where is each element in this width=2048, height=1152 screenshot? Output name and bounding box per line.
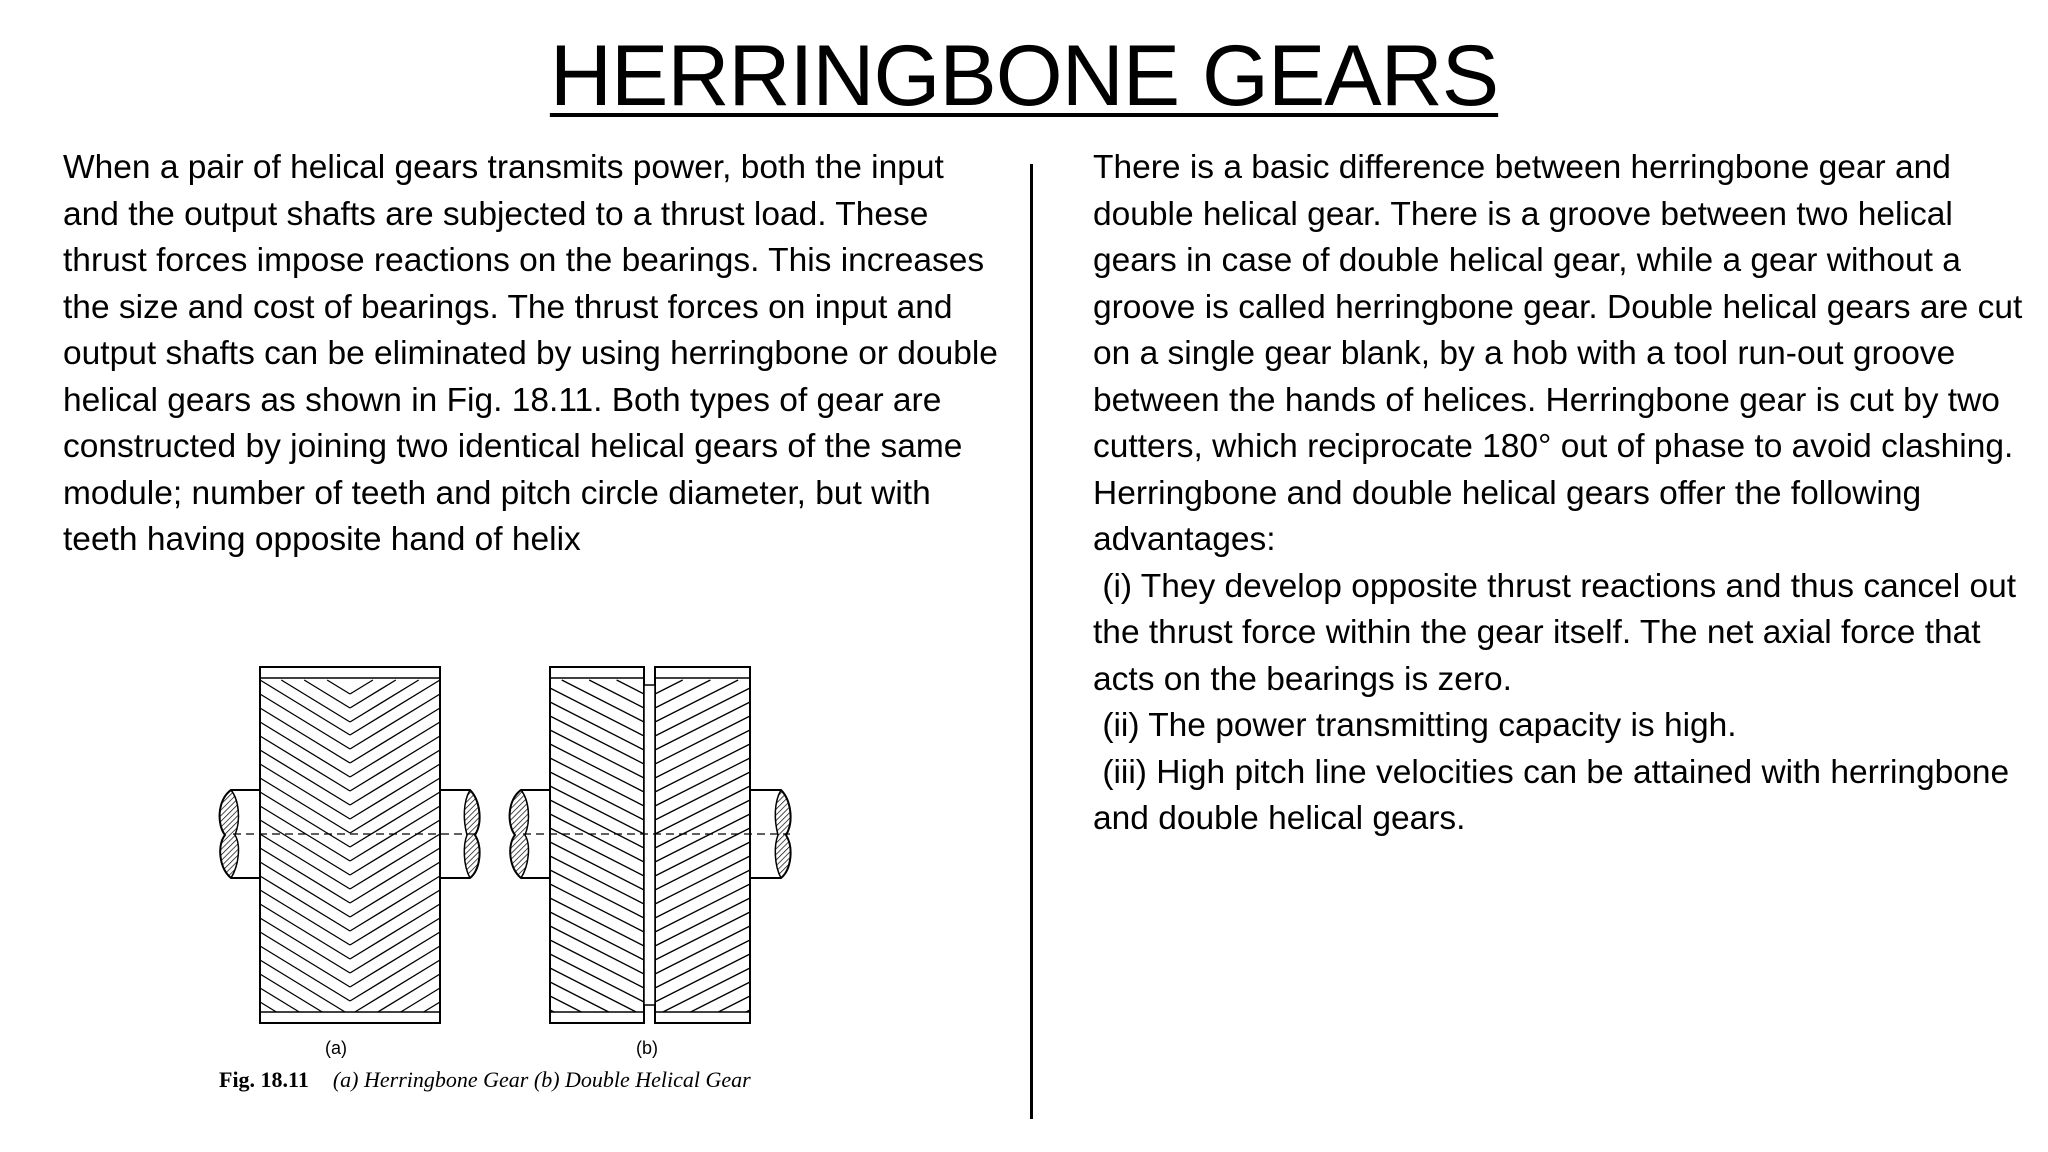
figure-caption [219, 1067, 751, 1093]
left-paragraph: When a pair of helical gears transmits power, both the input and the output shafts are subjected to a thrust load. These thrust forces impose reactions on the bearings. This increases the size and cost of bearings. The thrust forces on input and output shafts can be eliminated by using herringbone or double helical gears as shown in Fig. 18.11. Both types of gear are constructed by joining two identical helical gears of the same module; number of teeth and pitch circle diameter, but with teeth having opposite hand of helix [63, 149, 1008, 558]
double-helical-gear-drawing [510, 667, 791, 1023]
gear-figure [205, 650, 805, 1120]
herringbone-gear-drawing [220, 667, 480, 1023]
column-divider [1030, 164, 1033, 1119]
right-paragraph: There is a basic difference between herringbone gear and double helical gear. There is a groove between two helical gears in case of double helical gear, while a gear without a groove is called herringbone gear. Double helical gears are cut on a single gear blank, by a hob with a tool run-out groove between the hands of helices. Herringbone gear is cut by two cutters, which reciprocate 180° out of phase to avoid clashing. Herringbone and double helical gears offer the following advantages: (i) They develop opposite thrust reactions and thus cancel out the thrust force within the gear itself. The net axial force that acts on the bearings is zero. (ii) The power transmitting capacity is high. (iii) High pitch line velocities can be attained with herringbone and double helical gears. [1093, 149, 2023, 837]
figure-label-a: (a) [325, 1038, 347, 1058]
figure-caption-text: (a) Herringbone Gear (b) Double Helical Gear [332, 1067, 751, 1092]
figure-caption-number: Fig. 18.11 [219, 1067, 309, 1092]
slide-title: HERRINGBONE GEARS [549, 28, 1499, 124]
figure-label-b: (b) [636, 1038, 658, 1058]
